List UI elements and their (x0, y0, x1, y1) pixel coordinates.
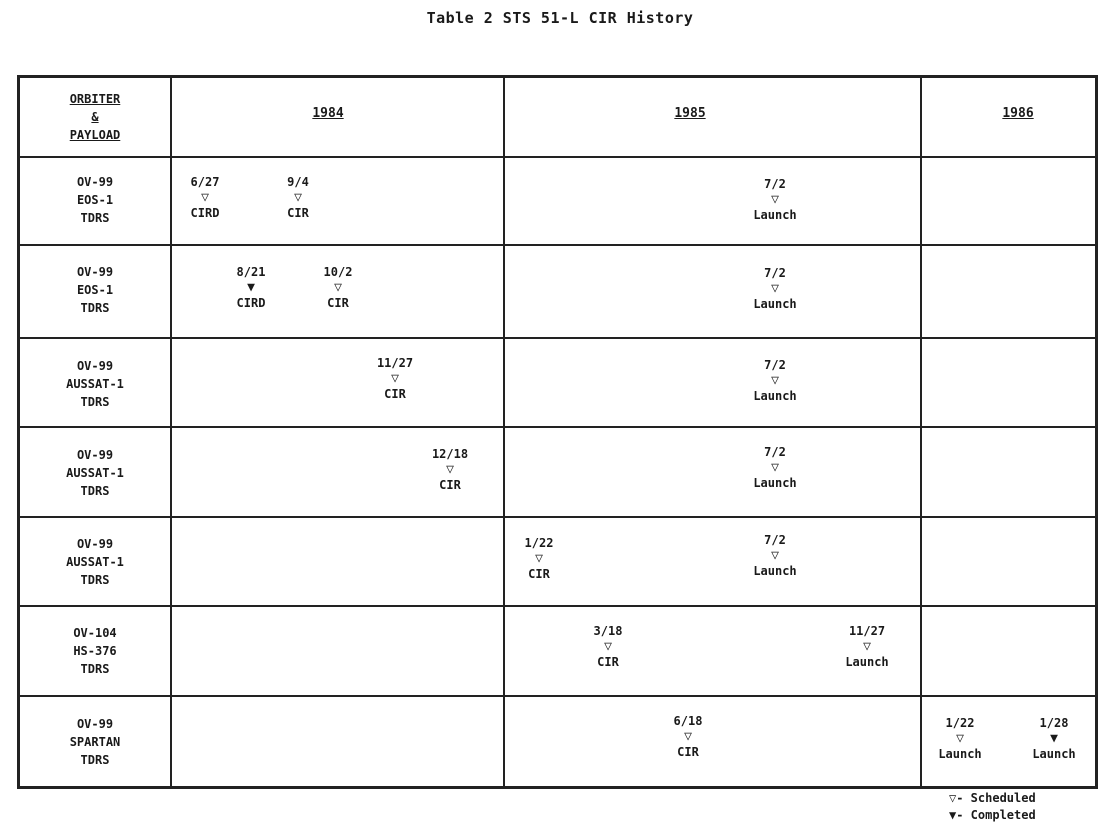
orbiter-name: OV-99 (76, 265, 114, 279)
milestone-marker (563, 623, 653, 670)
milestone-marker (730, 265, 820, 312)
milestone-event: Launch (938, 747, 982, 761)
orbiter-name: OV-99 (76, 537, 114, 551)
header-line: ORBITER (69, 92, 121, 106)
header-line: PAYLOAD (69, 128, 121, 142)
milestone-marker (293, 264, 383, 311)
hollow-triangle-icon: ▽ (949, 791, 957, 805)
triangle-icon: ▽ (771, 460, 779, 475)
milestone-event: Launch (753, 564, 797, 578)
triangle-icon: ▽ (201, 190, 209, 205)
milestone-event: CIR (439, 478, 461, 492)
milestone-event: Launch (753, 208, 797, 222)
milestone-marker (1009, 715, 1099, 762)
orbiter-name: OV-99 (76, 359, 114, 373)
row-label (20, 715, 170, 769)
year-header-1985: 1985 (674, 106, 706, 121)
milestone-date: 3/18 (593, 624, 623, 638)
row-divider (17, 426, 1098, 428)
row-label (20, 173, 170, 227)
milestone-marker (253, 174, 343, 221)
milestone-marker (160, 174, 250, 221)
milestone-marker (730, 176, 820, 223)
orbiter-name: OV-99 (76, 175, 114, 189)
milestone-date: 1/28 (1039, 716, 1069, 730)
milestone-date: 8/21 (236, 265, 266, 279)
table-title: Table 2 STS 51-L CIR History (426, 9, 694, 27)
milestone-marker (822, 623, 912, 670)
triangle-icon: ▼ (247, 280, 255, 295)
milestone-event: Launch (845, 655, 889, 669)
milestone-marker (915, 715, 1005, 762)
milestone-event: CIR (384, 387, 406, 401)
row-divider (17, 605, 1098, 607)
legend-text: - Completed (956, 808, 1036, 822)
milestone-event: Launch (1032, 747, 1076, 761)
milestone-marker (206, 264, 296, 311)
triangle-icon: ▽ (771, 192, 779, 207)
milestone-date: 11/27 (848, 624, 886, 638)
row-label (20, 357, 170, 411)
legend-completed (949, 807, 1036, 823)
row-label (20, 535, 170, 589)
milestone-marker (730, 532, 820, 579)
triangle-icon: ▽ (771, 373, 779, 388)
milestone-date: 9/4 (287, 175, 309, 189)
payload-name: AUSSAT-1 (66, 377, 124, 391)
milestone-date: 10/2 (323, 265, 353, 279)
row-divider (17, 156, 1098, 158)
year-header-1984: 1984 (312, 106, 344, 121)
orbiter-name: OV-99 (76, 717, 114, 731)
triangle-icon: ▽ (391, 371, 399, 386)
payload-name: AUSSAT-1 (66, 466, 124, 480)
milestone-date: 6/27 (190, 175, 220, 189)
payload-name: AUSSAT-1 (66, 555, 124, 569)
milestone-date: 12/18 (431, 447, 469, 461)
payload-name: TDRS (80, 484, 110, 498)
milestone-marker (405, 446, 495, 493)
milestone-date: 7/2 (764, 266, 786, 280)
milestone-date: 11/27 (376, 356, 414, 370)
milestone-date: 7/2 (764, 177, 786, 191)
payload-name: TDRS (80, 662, 110, 676)
milestone-date: 7/2 (764, 533, 786, 547)
triangle-icon: ▽ (863, 639, 871, 654)
triangle-icon: ▽ (771, 548, 779, 563)
milestone-marker (730, 357, 820, 404)
payload-name: EOS-1 (76, 283, 114, 297)
triangle-icon: ▼ (1050, 731, 1058, 746)
milestone-date: 6/18 (673, 714, 703, 728)
triangle-icon: ▽ (294, 190, 302, 205)
milestone-event: CIR (528, 567, 550, 581)
milestone-event: CIR (287, 206, 309, 220)
payload-name: TDRS (80, 395, 110, 409)
milestone-marker (643, 713, 733, 760)
milestone-marker (350, 355, 440, 402)
milestone-marker (494, 535, 584, 582)
row-divider (17, 337, 1098, 339)
orbiter-payload-header (20, 90, 170, 144)
milestone-date: 1/22 (945, 716, 975, 730)
legend-text: - Scheduled (956, 791, 1036, 805)
payload-name: TDRS (80, 211, 110, 225)
milestone-event: CIR (327, 296, 349, 310)
triangle-icon: ▽ (535, 551, 543, 566)
legend-scheduled (949, 790, 1036, 806)
row-label (20, 263, 170, 317)
triangle-icon: ▽ (446, 462, 454, 477)
row-divider (17, 516, 1098, 518)
triangle-icon: ▽ (771, 281, 779, 296)
milestone-date: 7/2 (764, 445, 786, 459)
payload-name: SPARTAN (69, 735, 121, 749)
milestone-event: CIRD (190, 206, 220, 220)
triangle-icon: ▽ (684, 729, 692, 744)
milestone-marker (730, 444, 820, 491)
payload-name: TDRS (80, 301, 110, 315)
year-header-1986: 1986 (1002, 106, 1034, 121)
milestone-event: CIRD (236, 296, 266, 310)
milestone-event: CIR (677, 745, 699, 759)
milestone-event: CIR (597, 655, 619, 669)
row-label (20, 446, 170, 500)
payload-name: TDRS (80, 573, 110, 587)
row-label (20, 624, 170, 678)
milestone-event: Launch (753, 297, 797, 311)
triangle-icon: ▽ (956, 731, 964, 746)
milestone-date: 7/2 (764, 358, 786, 372)
row-divider (17, 244, 1098, 246)
milestone-event: Launch (753, 476, 797, 490)
column-divider (920, 75, 922, 789)
orbiter-name: OV-99 (76, 448, 114, 462)
orbiter-name: OV-104 (73, 626, 117, 640)
filled-triangle-icon: ▼ (949, 808, 957, 822)
column-divider (503, 75, 505, 789)
milestone-event: Launch (753, 389, 797, 403)
milestone-date: 1/22 (524, 536, 554, 550)
triangle-icon: ▽ (604, 639, 612, 654)
payload-name: EOS-1 (76, 193, 114, 207)
payload-name: TDRS (80, 753, 110, 767)
triangle-icon: ▽ (334, 280, 342, 295)
payload-name: HS-376 (73, 644, 117, 658)
header-line: & (91, 110, 99, 124)
row-divider (17, 695, 1098, 697)
